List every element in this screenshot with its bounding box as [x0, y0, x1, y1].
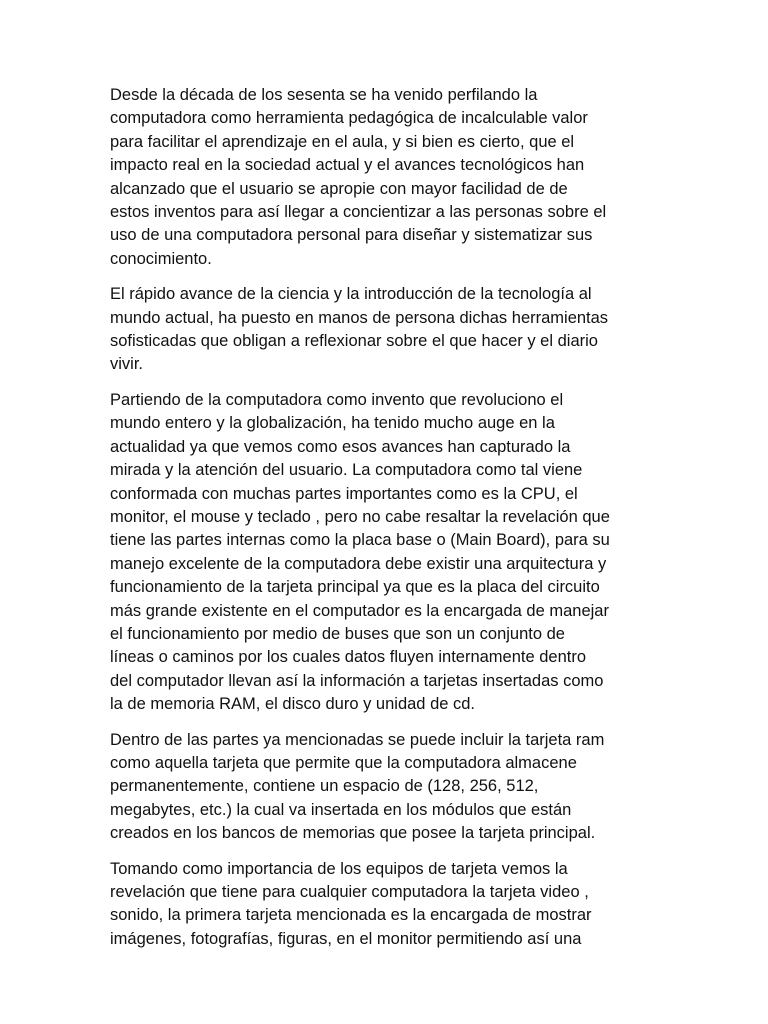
paragraph: Tomando como importancia de los equipos de tarjeta vemos la revelación que tiene para cualquier computadora la tarjeta video , sonido, la primera tarjeta mencionada es la encargada de mostrar imágenes, fotografías, figuras, en el monitor permitiendo así una	[110, 859, 592, 948]
paragraph: El rápido avance de la ciencia y la introducción de la tecnología al mundo actual, ha puesto en manos de persona dichas herramientas sofisticadas que obligan a reflexionar sobre el que hacer y el diario vivir.	[110, 285, 609, 374]
document-page	[110, 84, 662, 963]
paragraph: Partiendo de la computadora como invento que revoluciono el mundo entero y la globalización, ha tenido mucho auge en la actualidad ya que vemos como esos avances han capturado la mirada y la atención del usuario. La computadora como tal viene conformada con muchas partes importantes como es la CPU, el monitor, el mouse y teclado , pero no cabe resaltar la revelación que tiene las partes internas como la placa base o (Main Board), para su manejo excelente de la computadora debe existir una arquitectura y funcionamiento de la tarjeta principal ya que es la placa del circuito más grande existente en el computador es la encargada de manejar el funcionamiento por medio de buses que son un conjunto de líneas o caminos por los cuales datos fluyen internamente dentro del computador llevan así la información a tarjetas insertadas como la de memoria RAM, el disco duro y unidad de cd.	[110, 390, 610, 714]
paragraph: Desde la década de los sesenta se ha venido perfilando la computadora como herramienta pedagógica de incalculable valor para facilitar el aprendizaje en el aula, y si bien es cierto, que el impacto real en la sociedad actual y el avances tecnológicos han alcanzado que el usuario se apropie con mayor facilidad de de estos inventos para así llegar a concientizar a las personas sobre el uso de una computadora personal para diseñar y sistematizar sus conocimiento.	[110, 86, 607, 268]
paragraph: Dentro de las partes ya mencionadas se puede incluir la tarjeta ram como aquella tarjeta que permite que la computadora almacene permanentemente, contiene un espacio de (128, 256, 512, megabytes, etc.) la cual va insertada en los módulos que están creados en los bancos de memorias que posee la tarjeta principal.	[110, 730, 605, 843]
